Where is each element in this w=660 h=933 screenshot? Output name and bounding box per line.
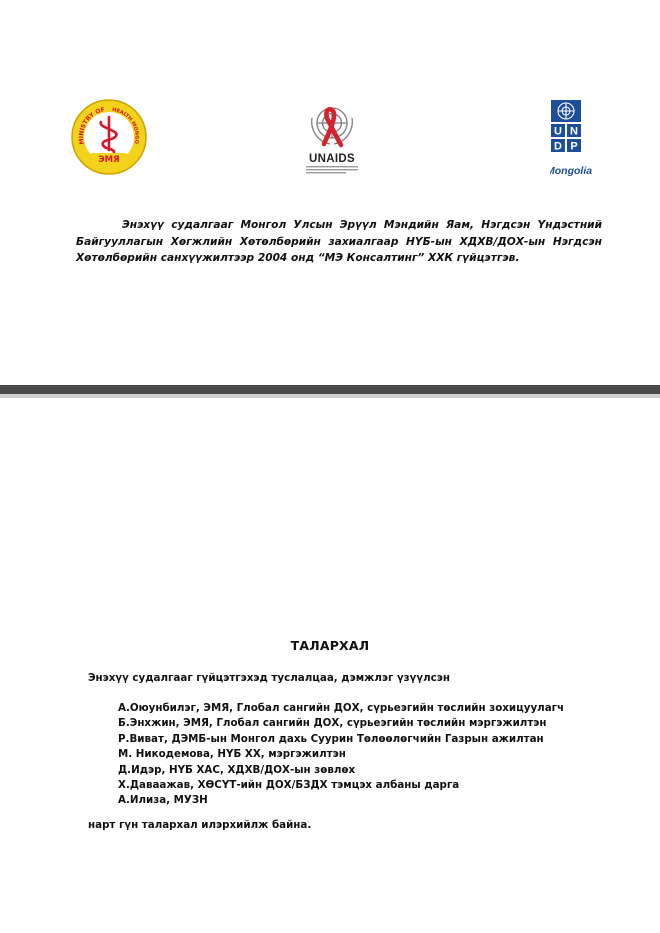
moh-abbreviation: ЭМЯ	[98, 155, 120, 165]
undp-letter-u: U	[554, 125, 562, 138]
intro-paragraph: Энэхүү судалгааг Монгол Улсын Эрүүл Мэндийн Яам, Нэгдсэн Үндэстний Байгууллагын Хөгжлийн Хөтөлбөрийн захиалгаар НҮБ-ын ХДХВ/ДОХ-ын Нэгдсэн Хөтөлбөрийн санхүүжилтээр 2004 онд “МЭ Консалтинг” ХХК гүйцэтгэв.	[76, 219, 602, 264]
undp-caption: Mongolia	[550, 165, 593, 177]
undp-letter-d: D	[554, 140, 562, 153]
list-item: А.Илиза, МУЗН	[118, 794, 208, 807]
unaids-wordmark: UNAIDS	[309, 153, 355, 165]
acknowledgement-lead: Энэхүү судалгааг гүйцэтгэхэд туслалцаа, дэмжлэг үзүүлсэн	[88, 672, 450, 684]
ministry-of-health-logo	[70, 98, 148, 176]
undp-letter-p: P	[570, 140, 578, 153]
list-item: Х.Даваажав, ХӨСҮТ-ийн ДОХ/БЗДХ тэмцэх албаны дарга	[118, 779, 460, 792]
moh-ring-text-right: HEALTH MONGO	[111, 106, 140, 145]
document-page-1	[0, 0, 660, 385]
unaids-logo	[300, 100, 364, 176]
list-item: М. Никодемова, НҮБ ХХ, мэргэжилтэн	[118, 748, 346, 761]
undp-letter-n: N	[570, 125, 578, 138]
acknowledgement-closing: нарт гүн талархал илэрхийлж байна.	[88, 819, 312, 831]
moh-ring-text-left: MINISTRY OF	[77, 106, 106, 145]
list-item: А.Оюунбилэг, ЭМЯ, Глобал сангийн ДОХ, сүрьеэгийн төслийн зохицуулагч	[118, 702, 565, 714]
un-globe-icon	[558, 103, 574, 119]
red-ribbon-icon	[324, 109, 341, 145]
list-item: Д.Идэр, НҮБ ХАС, ХДХВ/ДОХ-ын зөвлөх	[118, 763, 356, 776]
acknowledgement-list	[118, 701, 564, 809]
list-item: Б.Энхжин, ЭМЯ, Глобал сангийн ДОХ, сүрьеэгийн төслийн мэргэжилтэн	[118, 717, 547, 730]
page-title: ТАЛАРХАЛ	[290, 638, 370, 653]
document-page-2	[0, 398, 660, 933]
undp-logo	[550, 100, 602, 180]
page-separator	[0, 385, 660, 394]
list-item: Р.Виват, ДЭМБ-ын Монгол дахь Суурин Төлөөлөгчийн Газрын ажилтан	[118, 732, 544, 745]
